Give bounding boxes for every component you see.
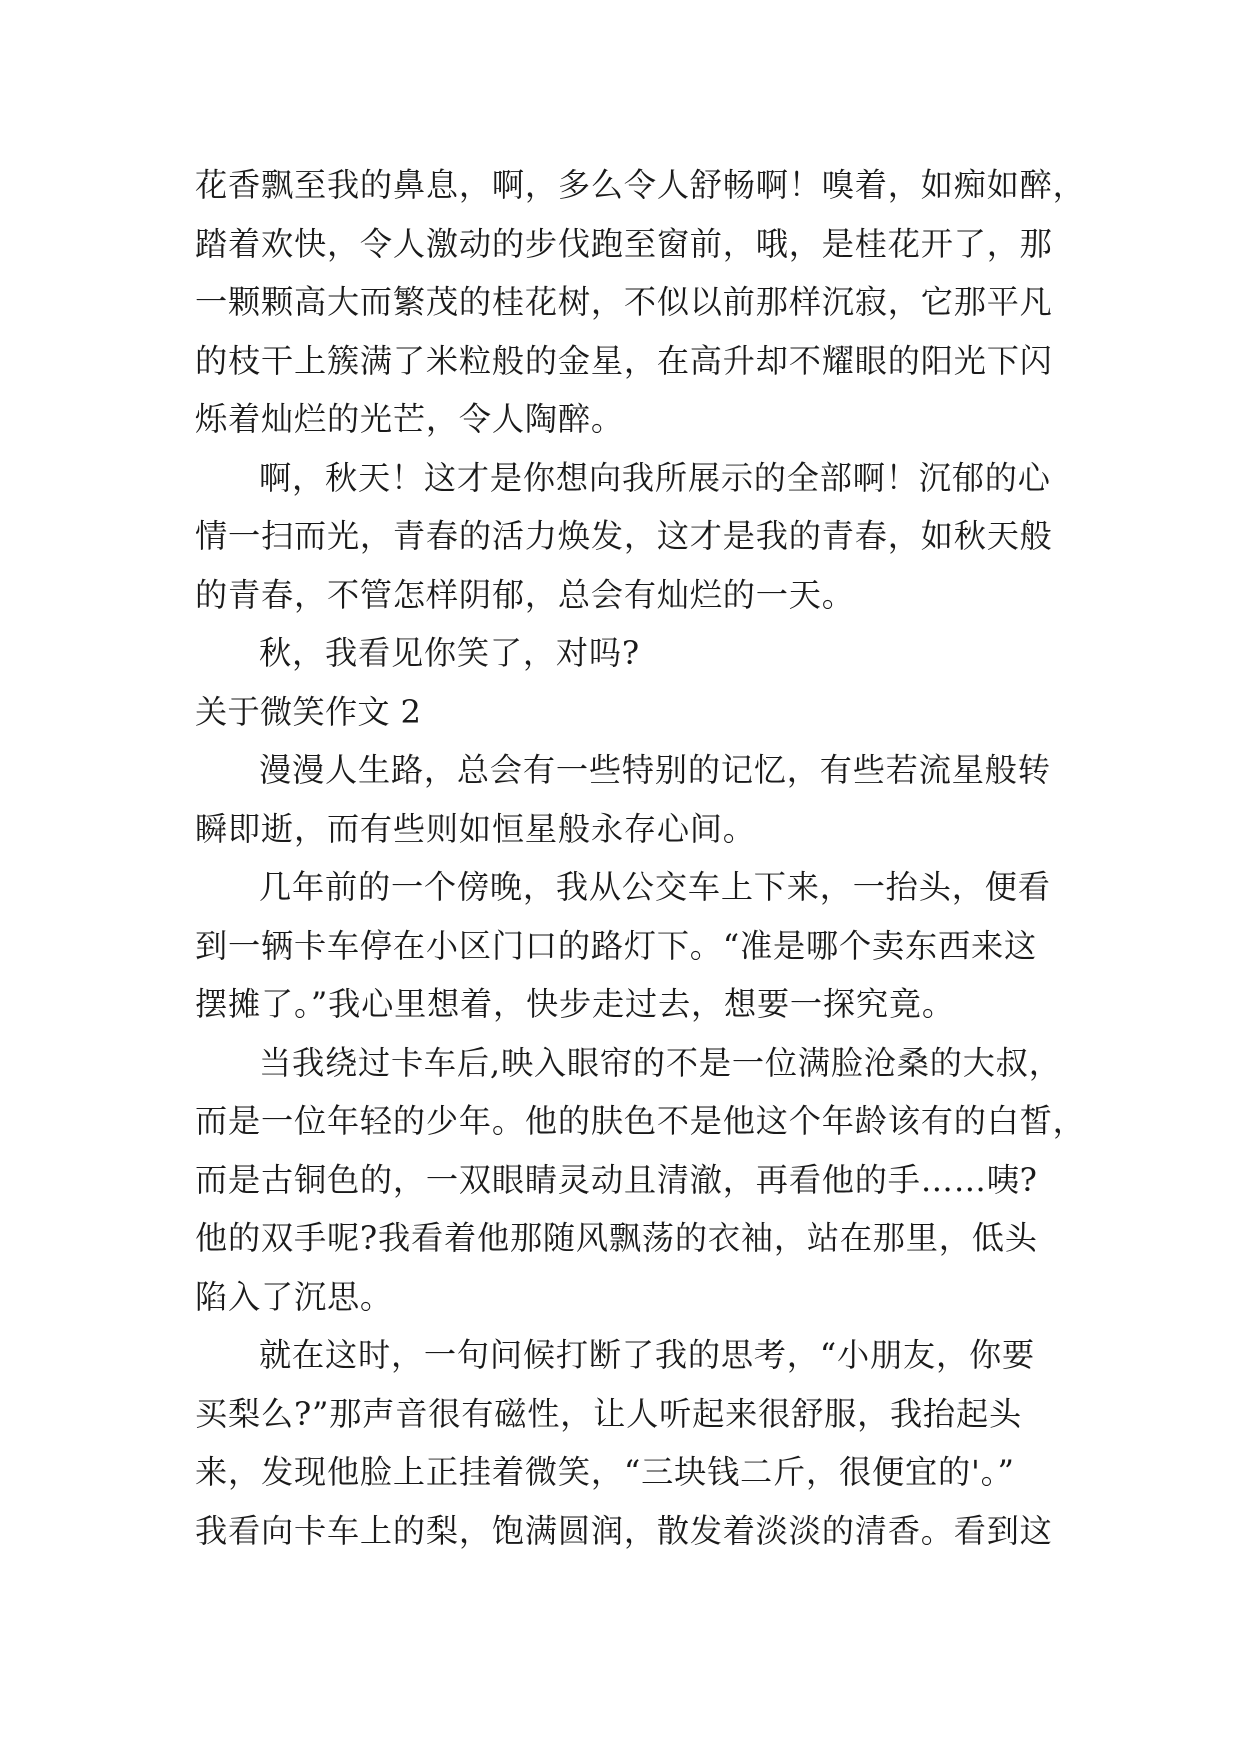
text-line: 情一扫而光，青春的活力焕发，这才是我的青春，如秋天般 (195, 517, 1053, 555)
paragraph (195, 1326, 1057, 1560)
text-line: 瞬即逝，而有些则如恒星般永存心间。 (195, 809, 756, 848)
text-line: 的青春，不管怎样阴郁，总会有灿烂的一天。 (195, 575, 855, 614)
paragraph (195, 1034, 1086, 1327)
text-line: 来，发现他脸上正挂着微笑，“三块钱二斤，很便宜的'。” (195, 1453, 1015, 1491)
heading-text: 关于微笑作文 2 (195, 692, 422, 731)
paragraph (195, 858, 1057, 1034)
document-body (195, 156, 1086, 1560)
text-line: 当我绕过卡车后,映入眼帘的不是一位满脸沧桑的大叔， (259, 1043, 1062, 1082)
paragraph (195, 624, 1057, 683)
text-line: 漫漫人生路，总会有一些特别的记忆，有些若流星般转 (259, 751, 1051, 789)
paragraph (195, 449, 1057, 625)
text-line: 摆摊了。”我心里想着，快步走过去，想要一探究竟。 (195, 985, 955, 1023)
text-line: 花香飘至我的鼻息，啊，多么令人舒畅啊！嗅着，如痴如醉， (195, 166, 1086, 204)
text-line: 而是古铜色的，一双眼睛灵动且清澈，再看他的手……咦? (195, 1160, 1038, 1199)
paragraph (195, 741, 1057, 858)
text-line: 陷入了沉思。 (195, 1277, 393, 1316)
text-line: 几年前的一个傍晚，我从公交车上下来，一抬头，便看 (259, 868, 1051, 906)
text-line: 到一辆卡车停在小区门口的路灯下。“准是哪个卖东西来这 (195, 926, 1037, 965)
text-line: 烁着灿烂的光芒，令人陶醉。 (195, 400, 624, 438)
section-heading (195, 683, 1057, 742)
text-line: 就在这时，一句问候打断了我的思考，“小朋友，你要 (259, 1336, 1035, 1374)
text-line: 一颗颗高大而繁茂的桂花树，不似以前那样沉寂，它那平凡 (195, 283, 1053, 321)
text-line: 而是一位年轻的少年。他的肤色不是他这个年龄该有的白皙， (195, 1102, 1086, 1140)
text-line: 秋，我看见你笑了，对吗? (259, 634, 640, 672)
text-line: 的枝干上簇满了米粒般的金星，在高升却不耀眼的阳光下闪 (195, 341, 1053, 380)
paragraph (195, 156, 1086, 449)
text-line: 我看向卡车上的梨，饱满圆润，散发着淡淡的清香。看到这 (195, 1511, 1053, 1550)
text-line: 买梨么?”那声音很有磁性，让人听起来很舒服，我抬起头 (195, 1394, 1023, 1433)
text-line: 踏着欢快，令人激动的步伐跑至窗前，哦，是桂花开了，那 (195, 224, 1053, 263)
text-line: 他的双手呢?我看着他那随风飘荡的衣袖，站在那里，低头 (195, 1219, 1038, 1257)
text-line: 啊，秋天！这才是你想向我所展示的全部啊！沉郁的心 (259, 458, 1051, 497)
